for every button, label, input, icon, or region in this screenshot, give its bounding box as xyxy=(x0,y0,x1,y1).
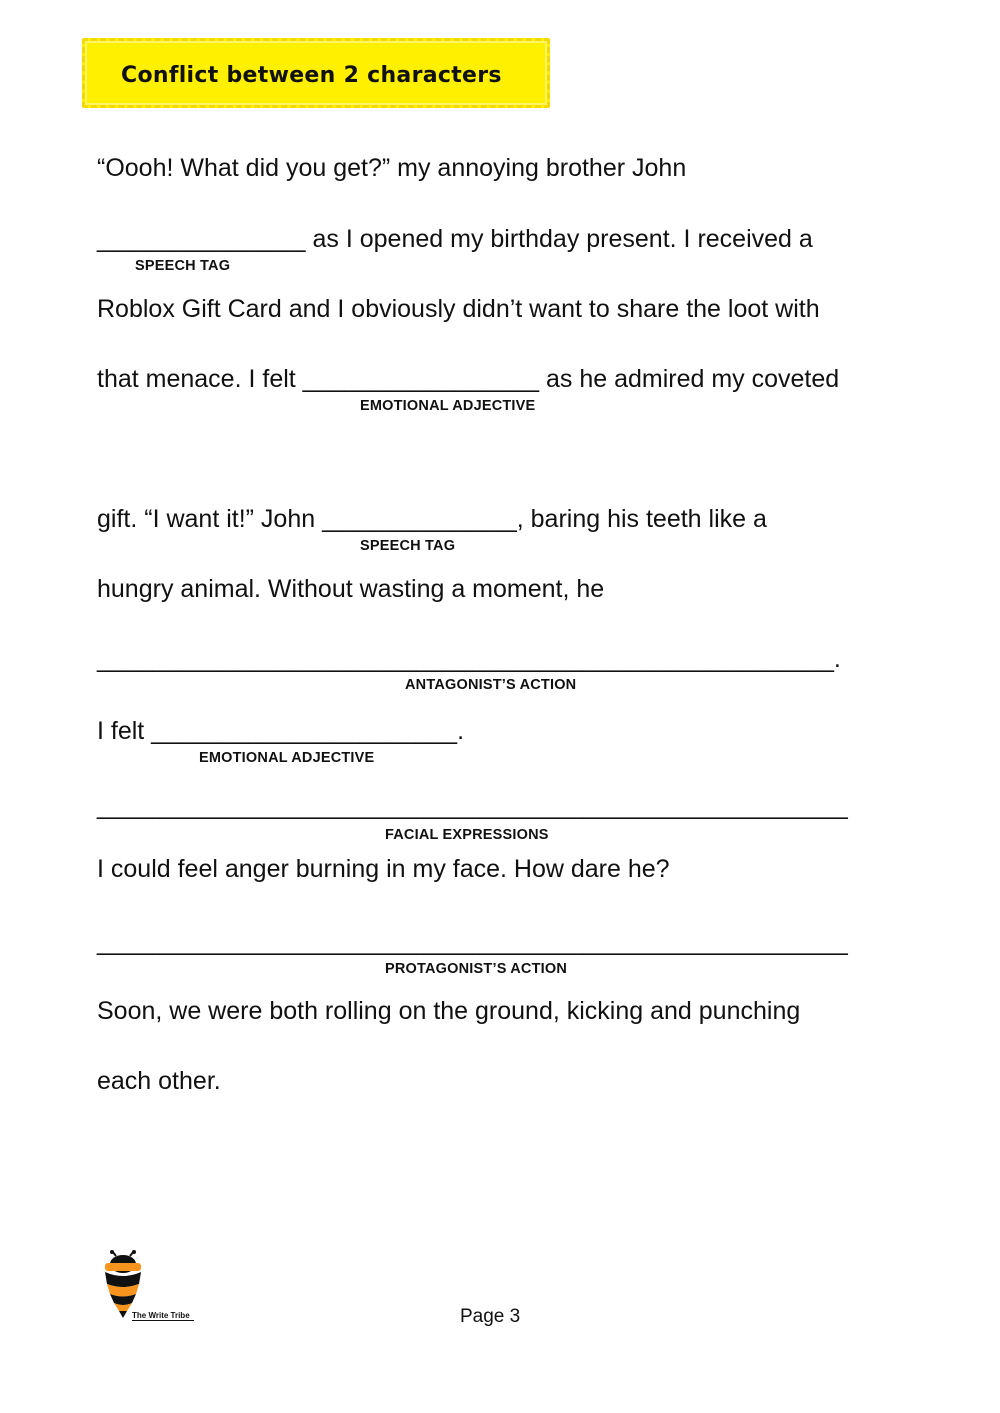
story-line: ______________________________________________________ xyxy=(97,928,848,956)
story-line: that menace. I felt _________________ as he admired my coveted xyxy=(97,365,840,393)
blank-label-emotional-adjective: EMOTIONAL ADJECTIVE xyxy=(199,750,375,766)
story-line: I felt ______________________. xyxy=(97,717,465,745)
story-line: hungry animal. Without wasting a moment, he xyxy=(97,575,605,603)
story-line: I could feel anger burning in my face. How dare he? xyxy=(97,855,670,883)
story-line: Soon, we were both rolling on the ground, kicking and punching xyxy=(97,997,801,1025)
story-line: _____________________________________________________. xyxy=(97,645,841,673)
story-line: _______________ as I opened my birthday present. I received a xyxy=(97,225,813,253)
story-line: Roblox Gift Card and I obviously didn’t want to share the loot with xyxy=(97,295,820,323)
story-line: gift. “I want it!” John ______________, baring his teeth like a xyxy=(97,505,767,533)
blank-label-antagonists-action: ANTAGONIST’S ACTION xyxy=(405,677,577,693)
story-line: ______________________________________________________ xyxy=(97,792,848,820)
blank-label-speech-tag: SPEECH TAG xyxy=(135,258,231,274)
page-number: Page 3 xyxy=(460,1306,521,1327)
blank-label-facial-expressions: FACIAL EXPRESSIONS xyxy=(385,827,549,843)
worksheet-title: Conflict between 2 characters xyxy=(121,63,502,88)
story-line: each other. xyxy=(97,1067,221,1095)
story-line: “Oooh! What did you get?” my annoying brother John xyxy=(97,154,687,182)
blank-label-speech-tag: SPEECH TAG xyxy=(360,538,456,554)
logo-caption: The Write Tribe xyxy=(132,1311,194,1321)
blank-label-protagonists-action: PROTAGONIST’S ACTION xyxy=(385,961,568,977)
title-banner xyxy=(82,38,550,108)
blank-label-emotional-adjective: EMOTIONAL ADJECTIVE xyxy=(360,398,536,414)
